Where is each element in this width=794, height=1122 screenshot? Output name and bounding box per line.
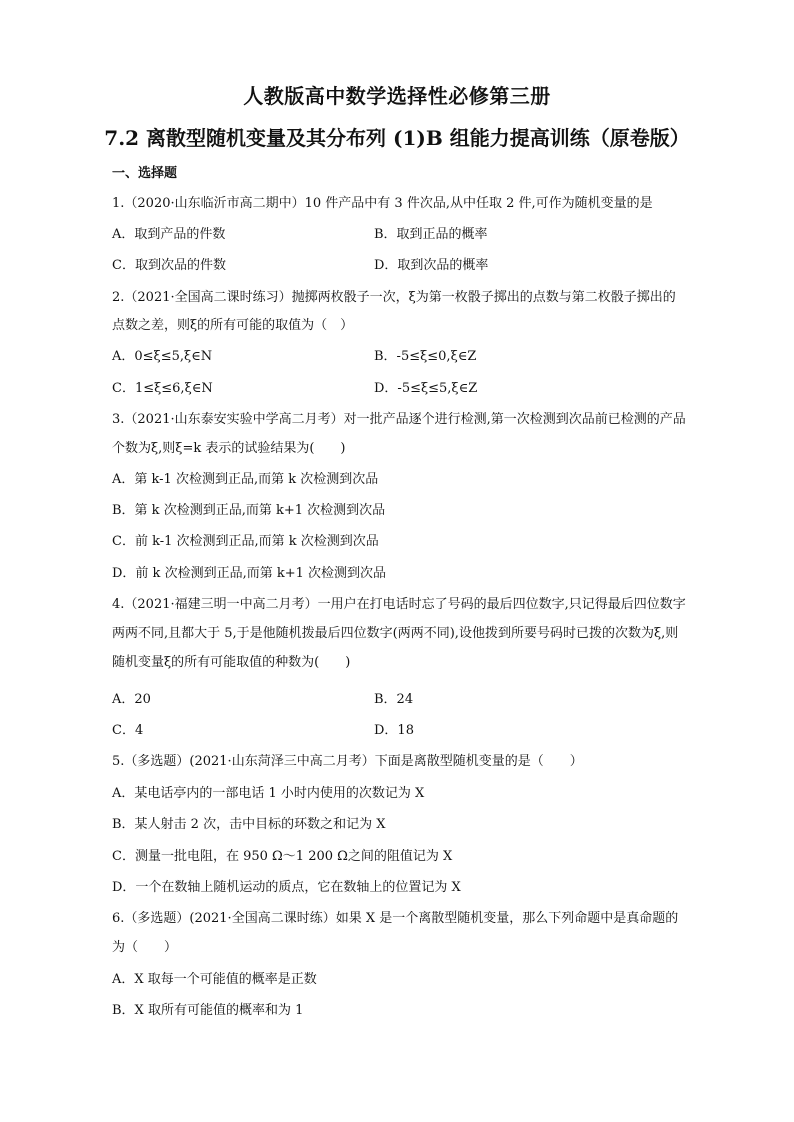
question-2-option-a: A．0≤ξ≤5,ξ∈N — [112, 349, 213, 364]
question-4-option-d: D．18 — [374, 723, 414, 738]
question-2-option-c: C．1≤ξ≤6,ξ∈N — [112, 381, 213, 396]
question-6-option-a: A．X 取每一个可能值的概率是正数 — [112, 972, 317, 987]
question-2-stem-line-1: 2.（2021·全国高二课时练习）抛掷两枚骰子一次，ξ为第一枚骰子掷出的点数与第二枚骰子掷出的 — [112, 290, 676, 305]
question-3-option-a: A．第 k-1 次检测到正品,而第 k 次检测到次品 — [112, 472, 379, 487]
question-6-option-b: B．X 取所有可能值的概率和为 1 — [112, 1003, 304, 1018]
section-heading: 一、选择题 — [112, 166, 178, 181]
question-3-option-b: B．第 k 次检测到正品,而第 k+1 次检测到次品 — [112, 503, 386, 518]
page-title: 人教版高中数学选择性必修第三册 — [243, 84, 551, 108]
question-5-option-b: B．某人射击 2 次，击中目标的环数之和记为 X — [112, 817, 386, 832]
question-4-option-a: A．20 — [112, 692, 151, 707]
question-5-option-a: A．某电话亭内的一部电话 1 小时内使用的次数记为 X — [112, 786, 425, 801]
question-3-stem-line-2: 个数为ξ,则ξ=k 表示的试验结果为( ) — [112, 441, 346, 456]
question-4-stem-line-1: 4.（2021·福建三明一中高二月考）一用户在打电话时忘了号码的最后四位数字,只记得最后四位数字 — [112, 597, 686, 612]
question-4-stem-line-2: 两两不同,且都大于 5,于是他随机拨最后四位数字(两两不同),设他拨到所要号码时已拨的次数为ξ,则 — [112, 626, 679, 641]
question-5-option-c: C．测量一批电阻，在 950 Ω～1 200 Ω之间的阻值记为 X — [112, 849, 453, 864]
question-2-option-d: D．-5≤ξ≤5,ξ∈Z — [374, 381, 478, 396]
question-2-option-b: B．-5≤ξ≤0,ξ∈Z — [374, 349, 477, 364]
page-subtitle: 7.2 离散型随机变量及其分布列 (1)B 组能力提高训练（原卷版） — [104, 126, 690, 150]
question-1-option-b: B．取到正品的概率 — [374, 227, 488, 242]
question-4-option-b: B．24 — [374, 692, 414, 707]
question-3-stem-line-1: 3.（2021·山东泰安实验中学高二月考）对一批产品逐个进行检测,第一次检测到次品前已检测的产品 — [112, 412, 686, 427]
question-4-option-c: C．4 — [112, 723, 144, 738]
question-5-stem: 5.（多选题）(2021·山东菏泽三中高二月考）下面是离散型随机变量的是（ ） — [112, 754, 583, 769]
question-6-stem-line-1: 6.（多选题）(2021·全国高二课时练）如果 X 是一个离散型随机变量，那么下列命题中是真命题的 — [112, 911, 679, 926]
question-1-stem: 1.（2020·山东临沂市高二期中）10 件产品中有 3 件次品,从中任取 2 件,可作为随机变量的是 — [112, 196, 653, 211]
question-1-option-a: A．取到产品的件数 — [112, 227, 226, 242]
question-1-option-d: D．取到次品的概率 — [374, 258, 489, 273]
question-5-option-d: D．一个在数轴上随机运动的质点，它在数轴上的位置记为 X — [112, 880, 461, 895]
question-6-stem-line-2: 为（ ） — [112, 940, 178, 955]
question-4-stem-line-3: 随机变量ξ的所有可能取值的种数为( ) — [112, 655, 351, 670]
question-1-option-c: C．取到次品的件数 — [112, 258, 226, 273]
question-3-option-d: D．前 k 次检测到正品,而第 k+1 次检测到次品 — [112, 566, 387, 581]
question-2-stem-line-2: 点数之差，则ξ的所有可能的取值为（ ） — [112, 318, 354, 333]
question-3-option-c: C．前 k-1 次检测到正品,而第 k 次检测到次品 — [112, 534, 379, 549]
